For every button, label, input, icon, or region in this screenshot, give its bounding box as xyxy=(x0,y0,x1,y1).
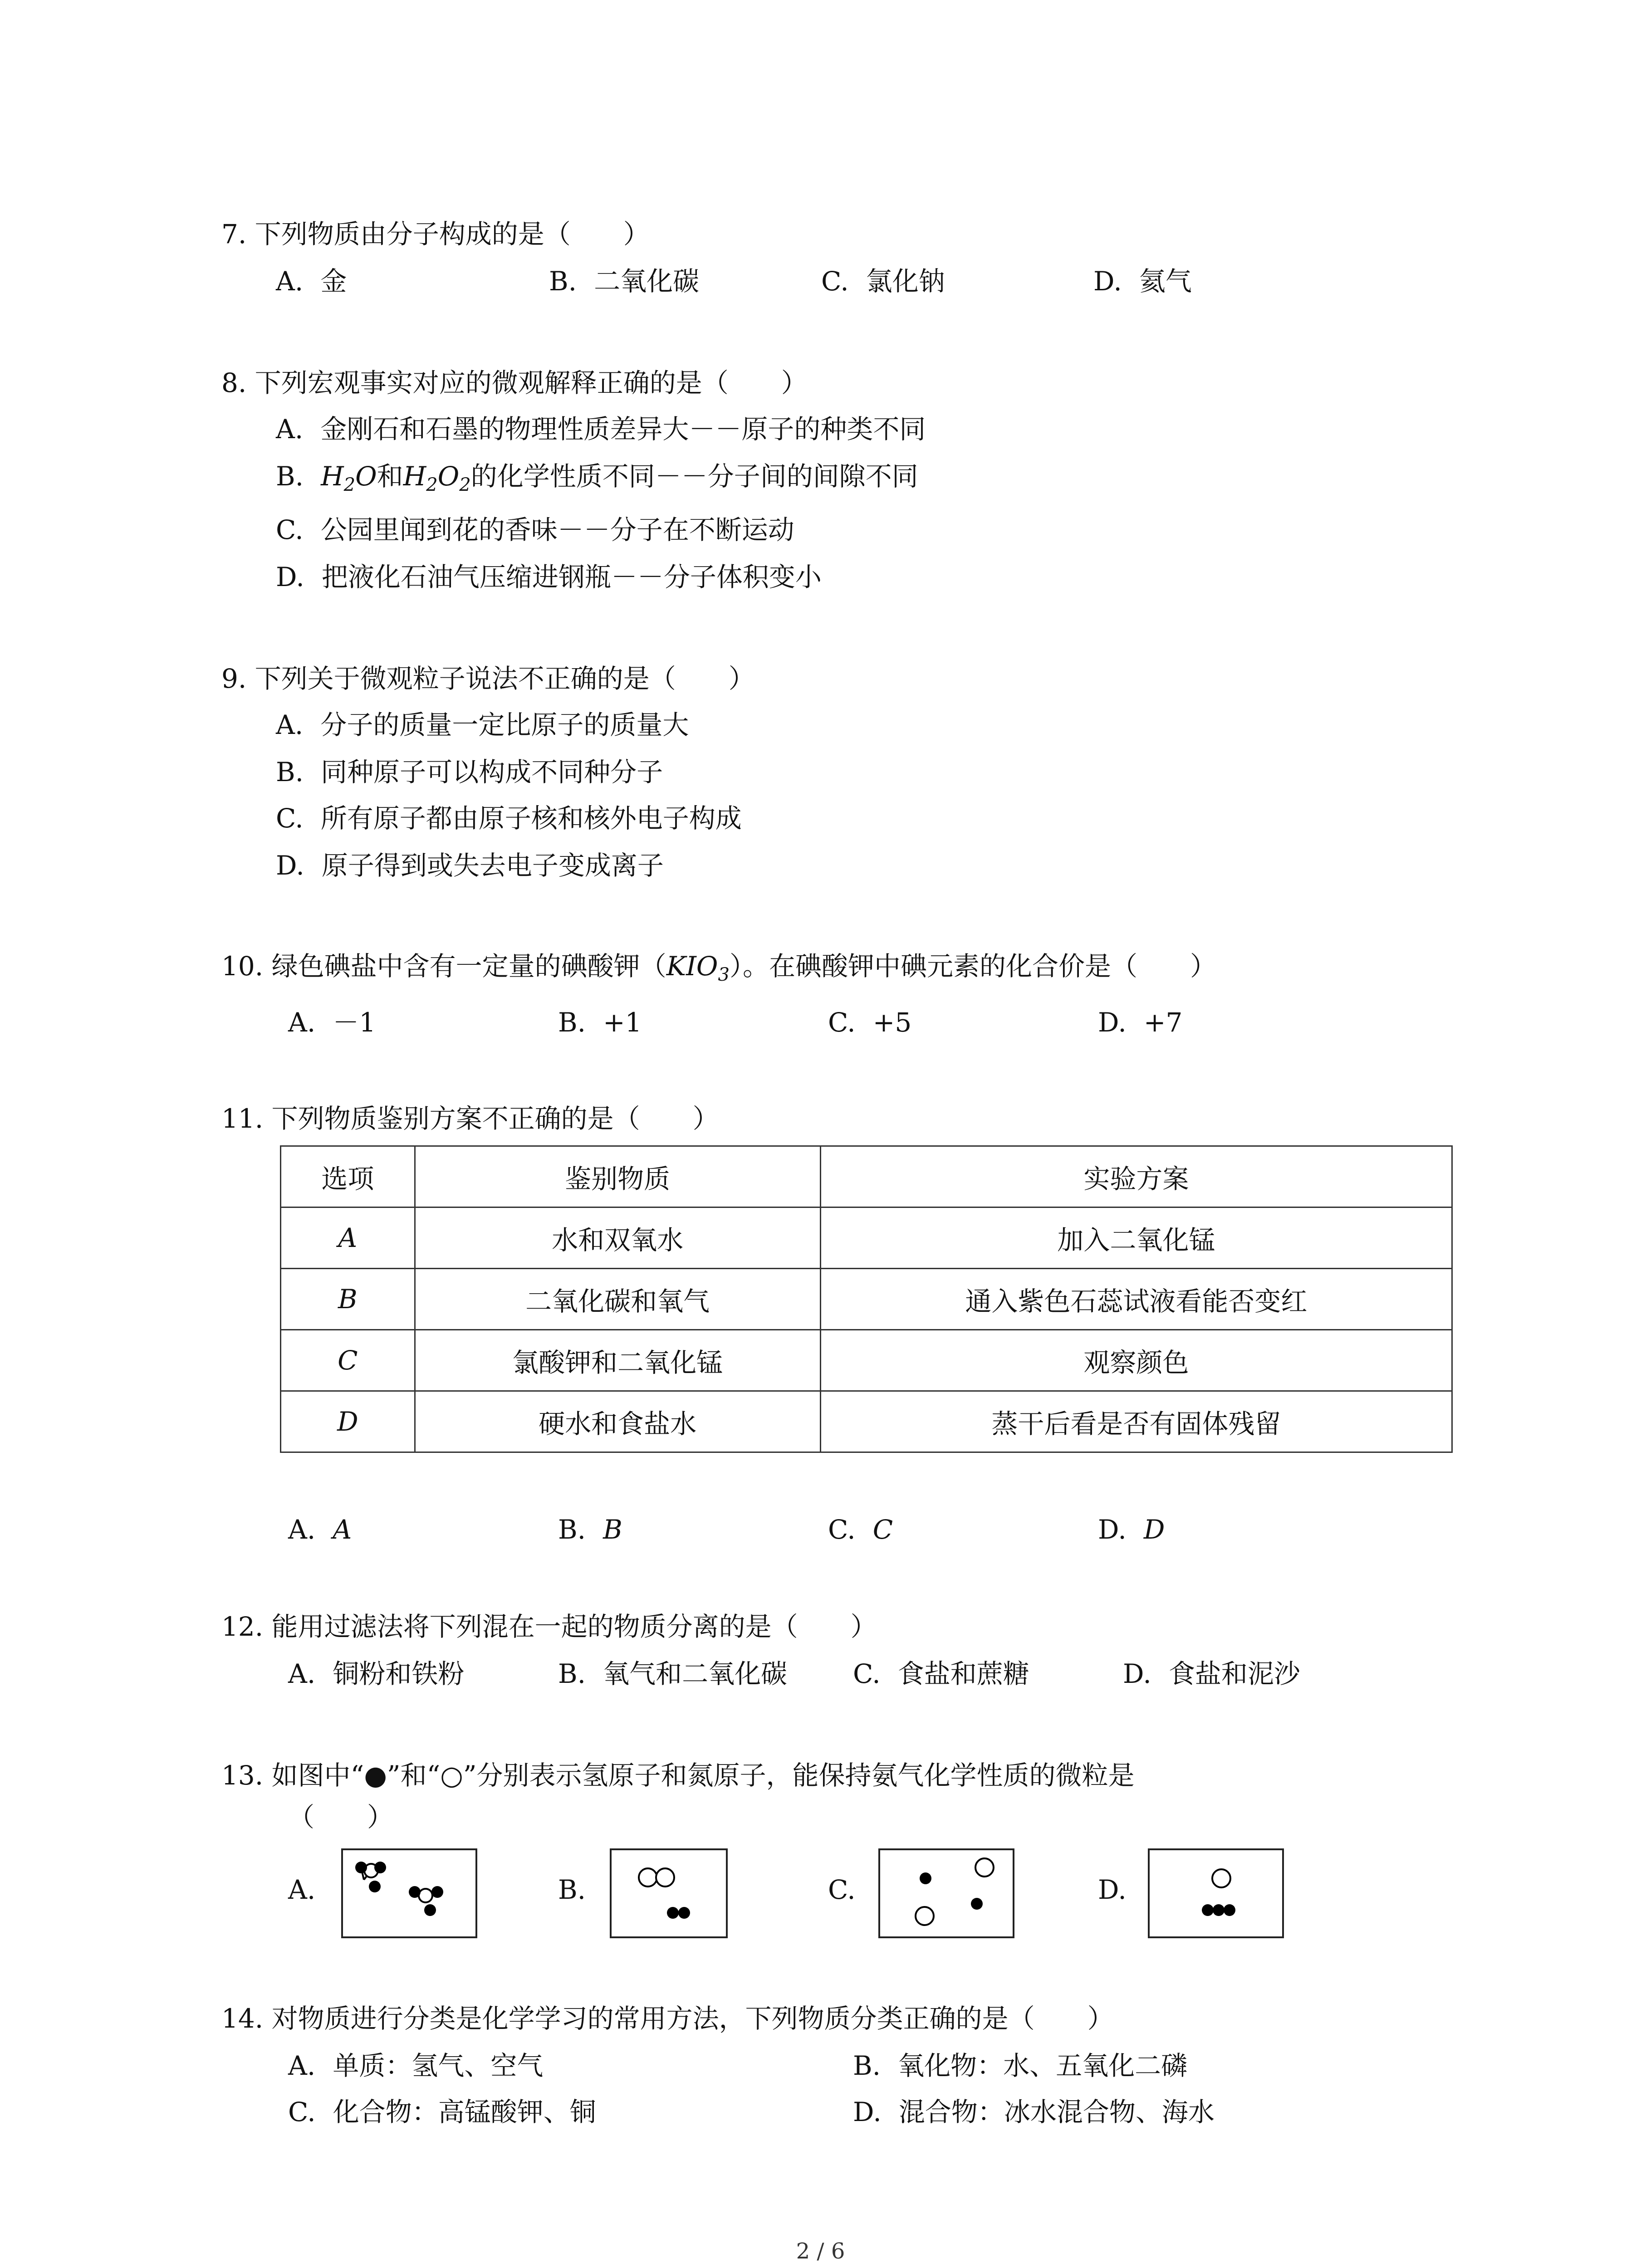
table-cell: 通入紫色石蕊试液看能否变红 xyxy=(820,1269,1452,1330)
option-c: C. 食盐和蔗糖 xyxy=(853,1658,1029,1689)
table-cell: 蒸干后看是否有固体残留 xyxy=(820,1391,1452,1452)
option-d: D. 把液化石油气压缩进钢瓶－－分子体积变小 xyxy=(276,562,822,592)
atoms-diagram xyxy=(880,1850,1013,1936)
option-a: A. 金 xyxy=(276,266,347,297)
option-b: B. 氧化物：水、五氧化二磷 xyxy=(853,2050,1188,2081)
option-b-diagram xyxy=(610,1848,728,1938)
option-a: A. 金刚石和石墨的物理性质差异大－－原子的种类不同 xyxy=(276,414,926,445)
option-c: C. +5 xyxy=(828,1007,912,1038)
option-b: B. 同种原子可以构成不同种分子 xyxy=(276,757,663,787)
table-cell: C xyxy=(281,1330,415,1391)
question-stem: 10. 绿色碘盐中含有一定量的碘酸钾$(KIO_3)$。在碘酸钾中碘元素的化合价是（ ） xyxy=(221,951,1216,985)
question-stem: 9. 下列关于微观粒子说法不正确的是（ ） xyxy=(221,663,755,694)
table-header-row xyxy=(281,1146,1452,1207)
question-stem: 7. 下列物质由分子构成的是（ ） xyxy=(221,219,650,249)
question-stem: 8. 下列宏观事实对应的微观解释正确的是（ ） xyxy=(221,367,808,398)
table-cell: B xyxy=(281,1269,415,1330)
option-c: C. 所有原子都由原子核和核外电子构成 xyxy=(276,803,742,834)
option-a: A. 单质：氢气、空气 xyxy=(288,2050,544,2081)
option-c: C. 公园里闻到花的香味－－分子在不断运动 xyxy=(276,514,794,545)
table-cell: 观察颜色 xyxy=(820,1330,1452,1391)
question-stem: 12. 能用过滤法将下列混在一起的物质分离的是（ ） xyxy=(221,1611,877,1642)
table-cell: 二氧化碳和氧气 xyxy=(415,1269,820,1330)
option-c: C. 氯化钠 xyxy=(821,266,945,297)
question-stem: 11. 下列物质鉴别方案不正确的是（ ） xyxy=(221,1103,719,1134)
option-a: A. 铜粉和铁粉 xyxy=(288,1658,465,1689)
table-cell: 氯酸钾和二氧化锰 xyxy=(415,1330,820,1391)
question-stem: 13. 如图中“●”和“○”分别表示氢原子和氮原子，能保持氨气化学性质的微粒是 xyxy=(221,1760,1135,1791)
table-cell: 水和双氧水 xyxy=(415,1207,820,1269)
atoms-diagram xyxy=(612,1850,726,1936)
option-d: D. +7 xyxy=(1098,1007,1183,1038)
question-stem-continued: （ ） xyxy=(288,1802,394,1833)
option-a: A. A xyxy=(288,1514,352,1545)
option-c-diagram xyxy=(878,1848,1014,1938)
table-cell: D xyxy=(281,1391,415,1452)
option-a-diagram xyxy=(341,1848,477,1938)
table-cell: 加入二氧化锰 xyxy=(820,1207,1452,1269)
option-d: D. D xyxy=(1098,1514,1165,1545)
option-d-diagram xyxy=(1148,1848,1284,1938)
table-header: 鉴别物质 xyxy=(415,1146,820,1207)
page-number: 2 / 6 xyxy=(796,2239,845,2264)
option-a: A. 分子的质量一定比原子的质量大 xyxy=(276,709,689,740)
table-header: 选项 xyxy=(281,1146,415,1207)
table-cell: A xyxy=(281,1207,415,1269)
option-a-label: A. xyxy=(288,1874,316,1905)
option-d: D. 原子得到或失去电子变成离子 xyxy=(276,850,664,881)
table-cell: 硬水和食盐水 xyxy=(415,1391,820,1452)
atoms-diagram xyxy=(1150,1850,1282,1936)
table-header: 实验方案 xyxy=(820,1146,1452,1207)
table-row xyxy=(281,1391,1452,1452)
option-b: B. 二氧化碳 xyxy=(549,266,700,297)
option-c: C. 化合物：高锰酸钾、铜 xyxy=(288,2097,596,2127)
option-a: A. －1 xyxy=(288,1007,376,1038)
option-b: B. B xyxy=(558,1514,622,1545)
option-b: B. $H_2O$和$H_2O_2$的化学性质不同－－分子间的间隙不同 xyxy=(276,461,918,495)
option-d: D. 混合物：冰水混合物、海水 xyxy=(853,2097,1215,2127)
option-c: C. C xyxy=(828,1514,893,1545)
option-b: B. 氧气和二氧化碳 xyxy=(558,1658,788,1689)
option-d: D. 食盐和泥沙 xyxy=(1123,1658,1300,1689)
option-d: D. 氦气 xyxy=(1093,266,1192,297)
question-stem: 14. 对物质进行分类是化学学习的常用方法，下列物质分类正确的是（ ） xyxy=(221,2003,1114,2034)
molecules-nh3-diagram xyxy=(343,1850,475,1936)
table-row xyxy=(281,1269,1452,1330)
identification-table xyxy=(280,1145,1453,1453)
table-row xyxy=(281,1330,1452,1391)
option-b: B. +1 xyxy=(558,1007,642,1038)
option-b-label: B. xyxy=(558,1874,586,1905)
option-d-label: D. xyxy=(1098,1874,1127,1905)
table-row xyxy=(281,1207,1452,1269)
option-c-label: C. xyxy=(828,1874,856,1905)
